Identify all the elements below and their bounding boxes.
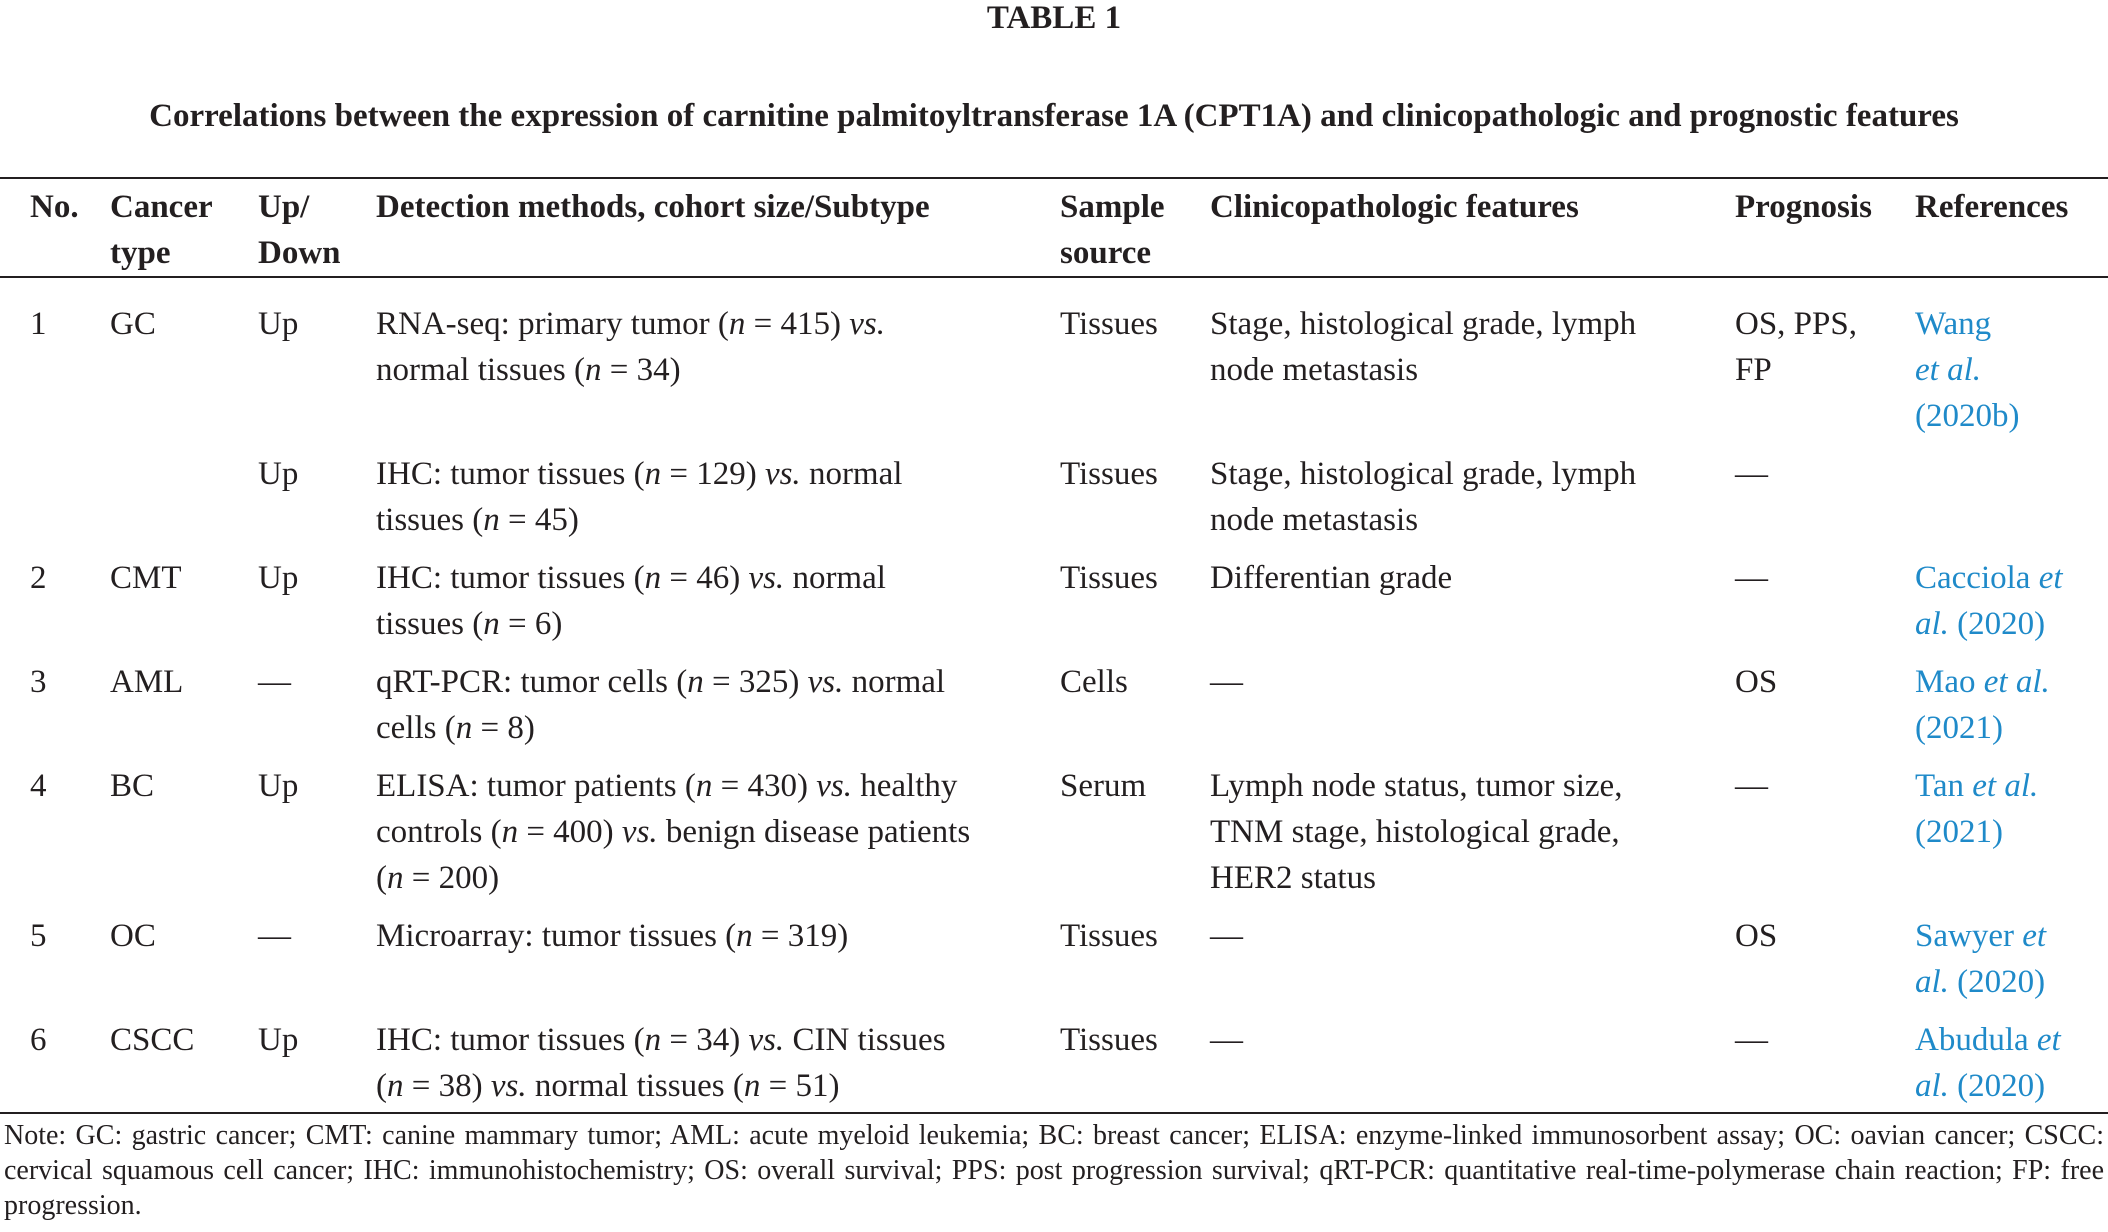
row1-no: 1 (30, 306, 47, 342)
row1-reference-link[interactable]: Wang et al. (2020b) (1915, 306, 2020, 434)
header-prognosis: Prognosis (1735, 189, 1872, 225)
row2-sample: Tissues (1060, 560, 1158, 596)
row2-updown: Up (258, 560, 299, 596)
header-up-down: Up/ Down (258, 189, 341, 271)
row4-type: BC (110, 768, 155, 804)
row5-detection: Microarray: tumor tissues (n = 319) (376, 918, 849, 954)
header-rule (0, 276, 2108, 278)
row6-updown: Up (258, 1022, 299, 1058)
row1-detection: RNA-seq: primary tumor (n = 415) vs. normal tissues (n = 34) (376, 306, 885, 388)
row5-clinico: — (1210, 918, 1243, 954)
row4-no: 4 (30, 768, 47, 804)
table-caption: Correlations between the expression of carnitine palmitoyltransferase 1A (CPT1A) and clinicopathologic and prognostic features (149, 98, 1959, 134)
row6-sample: Tissues (1060, 1022, 1158, 1058)
header-sample-source: Sample source (1060, 189, 1165, 271)
row3-clinico: — (1210, 664, 1243, 700)
row4-reference-link[interactable]: Tan et al. (2021) (1915, 768, 2039, 850)
row3-sample: Cells (1060, 664, 1128, 700)
row2-clinico: Differentian grade (1210, 560, 1453, 596)
row3-detection: qRT-PCR: tumor cells (n = 325) vs. normal cells (n = 8) (376, 664, 946, 746)
row1b-updown: Up (258, 456, 299, 492)
row5-prognosis: OS (1735, 918, 1778, 954)
row5-no: 5 (30, 918, 47, 954)
header-clinicopathologic: Clinicopathologic features (1210, 189, 1579, 225)
row6-reference-link[interactable]: Abudula et al. (2020) (1915, 1022, 2061, 1104)
row1-clinico: Stage, histological grade, lymph node metastasis (1210, 306, 1637, 388)
row6-clinico: — (1210, 1022, 1243, 1058)
table-note: Note: GC: gastric cancer; CMT: canine mammary tumor; AML: acute myeloid leukemia; BC: breast cancer; ELISA: enzyme-linked immunosorbent assay; OC: oavian cancer; CSCC: cervical squamous cell cancer; IHC: immunohistochemistry; OS: overall survival; PPS: post progression survival; qRT-PCR: quantitative real-time-polymerase chain reaction; FP: free progression. (4, 1120, 2104, 1221)
row3-no: 3 (30, 664, 47, 700)
row3-updown: — (258, 664, 291, 700)
row1-prognosis: OS, PPS, FP (1735, 306, 1857, 388)
table-label: TABLE 1 (986, 0, 1122, 36)
header-references: References (1915, 189, 2069, 225)
row5-type: OC (110, 918, 156, 954)
row6-no: 6 (30, 1022, 47, 1058)
row2-prognosis: — (1735, 560, 1768, 596)
row6-detection: IHC: tumor tissues (n = 34) vs. CIN tissues (n = 38) vs. normal tissues (n = 51) (376, 1022, 946, 1104)
header-cancer-type: Cancer type (110, 189, 213, 271)
row6-type: CSCC (110, 1022, 195, 1058)
row1b-detection: IHC: tumor tissues (n = 129) vs. normal tissues (n = 45) (376, 456, 903, 538)
row5-updown: — (258, 918, 291, 954)
row4-detection: ELISA: tumor patients (n = 430) vs. healthy controls (n = 400) vs. benign disease patients (n = 200) (376, 768, 971, 896)
row1-sample: Tissues (1060, 306, 1158, 342)
row1b-sample: Tissues (1060, 456, 1158, 492)
row3-prognosis: OS (1735, 664, 1778, 700)
row2-detection: IHC: tumor tissues (n = 46) vs. normal tissues (n = 6) (376, 560, 886, 642)
row5-sample: Tissues (1060, 918, 1158, 954)
row4-updown: Up (258, 768, 299, 804)
top-rule (0, 177, 2108, 179)
row3-type: AML (110, 664, 184, 700)
row2-type: CMT (110, 560, 182, 596)
row1-type: GC (110, 306, 156, 342)
row4-prognosis: — (1735, 768, 1768, 804)
row4-sample: Serum (1060, 768, 1147, 804)
row1b-prognosis: — (1735, 456, 1768, 492)
row4-clinico: Lymph node status, tumor size, TNM stage, histological grade, HER2 status (1210, 768, 1623, 896)
bottom-rule (0, 1112, 2108, 1114)
row1-updown: Up (258, 306, 299, 342)
row2-no: 2 (30, 560, 47, 596)
row1b-clinico: Stage, histological grade, lymph node metastasis (1210, 456, 1637, 538)
header-detection: Detection methods, cohort size/Subtype (376, 189, 930, 225)
row6-prognosis: — (1735, 1022, 1768, 1058)
row2-reference-link[interactable]: Cacciola et al. (2020) (1915, 560, 2063, 642)
header-no: No. (30, 189, 79, 225)
row5-reference-link[interactable]: Sawyer et al. (2020) (1915, 918, 2047, 1000)
row3-reference-link[interactable]: Mao et al. (2021) (1915, 664, 2050, 746)
